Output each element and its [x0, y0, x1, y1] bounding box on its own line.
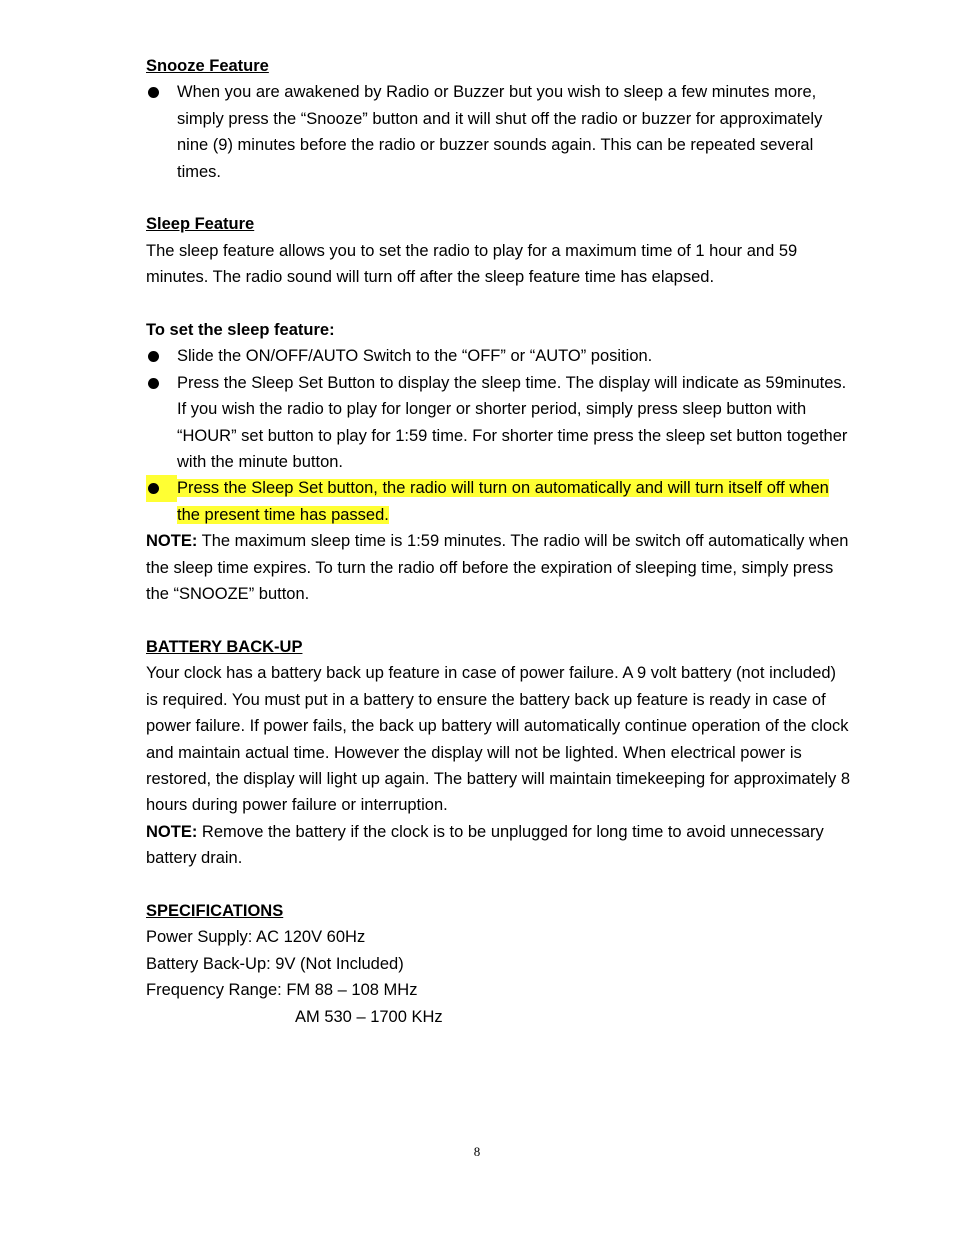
sleep-steps-list — [146, 343, 851, 528]
sleep-set-heading: To set the sleep feature: — [146, 321, 335, 340]
note-text: Remove the battery if the clock is to be unplugged for long time to avoid unnecessary battery drain. — [146, 822, 824, 868]
spec-battery: Battery Back-Up: 9V (Not Included) — [146, 954, 404, 973]
note-text: The maximum sleep time is 1:59 minutes. The radio will be switch off automatically when the sleep time expires. To turn the radio off before the expiration of sleeping time, simply press the “SNOOZE” button. — [146, 532, 849, 604]
specs-heading: SPECIFICATIONS — [146, 901, 284, 920]
battery-body: Your clock has a battery back up feature in case of power failure. A 9 volt battery (not included) is required. You must put in a battery to ensure the battery back up feature is ready in case of power failure. If power fails, the back up battery will automatically continue operation of the clock and maintain actual time. However the display will not be lighted. When electrical power is restored, the display will light up again. The battery will maintain timekeeping for approximately 8 hours during power failure or interruption. — [146, 664, 851, 815]
sleep-heading: Sleep Feature — [146, 215, 255, 234]
snooze-bullet-text: When you are awakened by Radio or Buzzer but you wish to sleep a few minutes more, simply press the “Snooze” button and it will shut off the radio or buzzer for approximately nine (9) minutes before the radio or buzzer sounds again. This can be repeated several times. — [177, 83, 823, 181]
list-item — [146, 370, 851, 476]
bullet-icon — [148, 351, 159, 362]
sleep-step-2: Press the Sleep Set Button to display the sleep time. The display will indicate as 59minutes. If you wish the radio to play for longer or shorter period, simply press sleep button with “HOUR” set button to play for 1:59 time. For shorter time press the sleep set button together with the minute button. — [177, 373, 848, 472]
spec-frequency: Frequency Range: FM 88 – 108 MHz — [146, 981, 418, 1000]
list-item — [146, 79, 851, 185]
sleep-step-3: Press the Sleep Set button, the radio will turn on automatically and will turn itself off when the present time has passed. — [177, 479, 829, 524]
bullet-icon — [148, 378, 159, 389]
list-item-highlighted — [146, 475, 851, 528]
battery-note — [146, 819, 851, 872]
note-label: NOTE: — [146, 822, 198, 841]
battery-heading: BATTERY BACK-UP — [146, 637, 303, 656]
sleep-intro: The sleep feature allows you to set the radio to play for a maximum time of 1 hour and 59 minutes. The radio sound will turn off after the sleep feature time has elapsed. — [146, 241, 798, 287]
spec-frequency-am: AM 530 – 1700 KHz — [295, 1007, 443, 1026]
page-number: 8 — [473, 1144, 481, 1159]
spec-power: Power Supply: AC 120V 60Hz — [146, 928, 366, 947]
list-item — [146, 343, 851, 369]
sleep-note — [146, 528, 851, 607]
sleep-step-1: Slide the ON/OFF/AUTO Switch to the “OFF” or “AUTO” position. — [177, 347, 653, 366]
snooze-list — [146, 79, 851, 185]
note-label: NOTE: — [146, 532, 198, 551]
bullet-icon — [148, 87, 159, 98]
snooze-heading: Snooze Feature — [146, 57, 269, 75]
manual-page — [146, 53, 851, 1030]
